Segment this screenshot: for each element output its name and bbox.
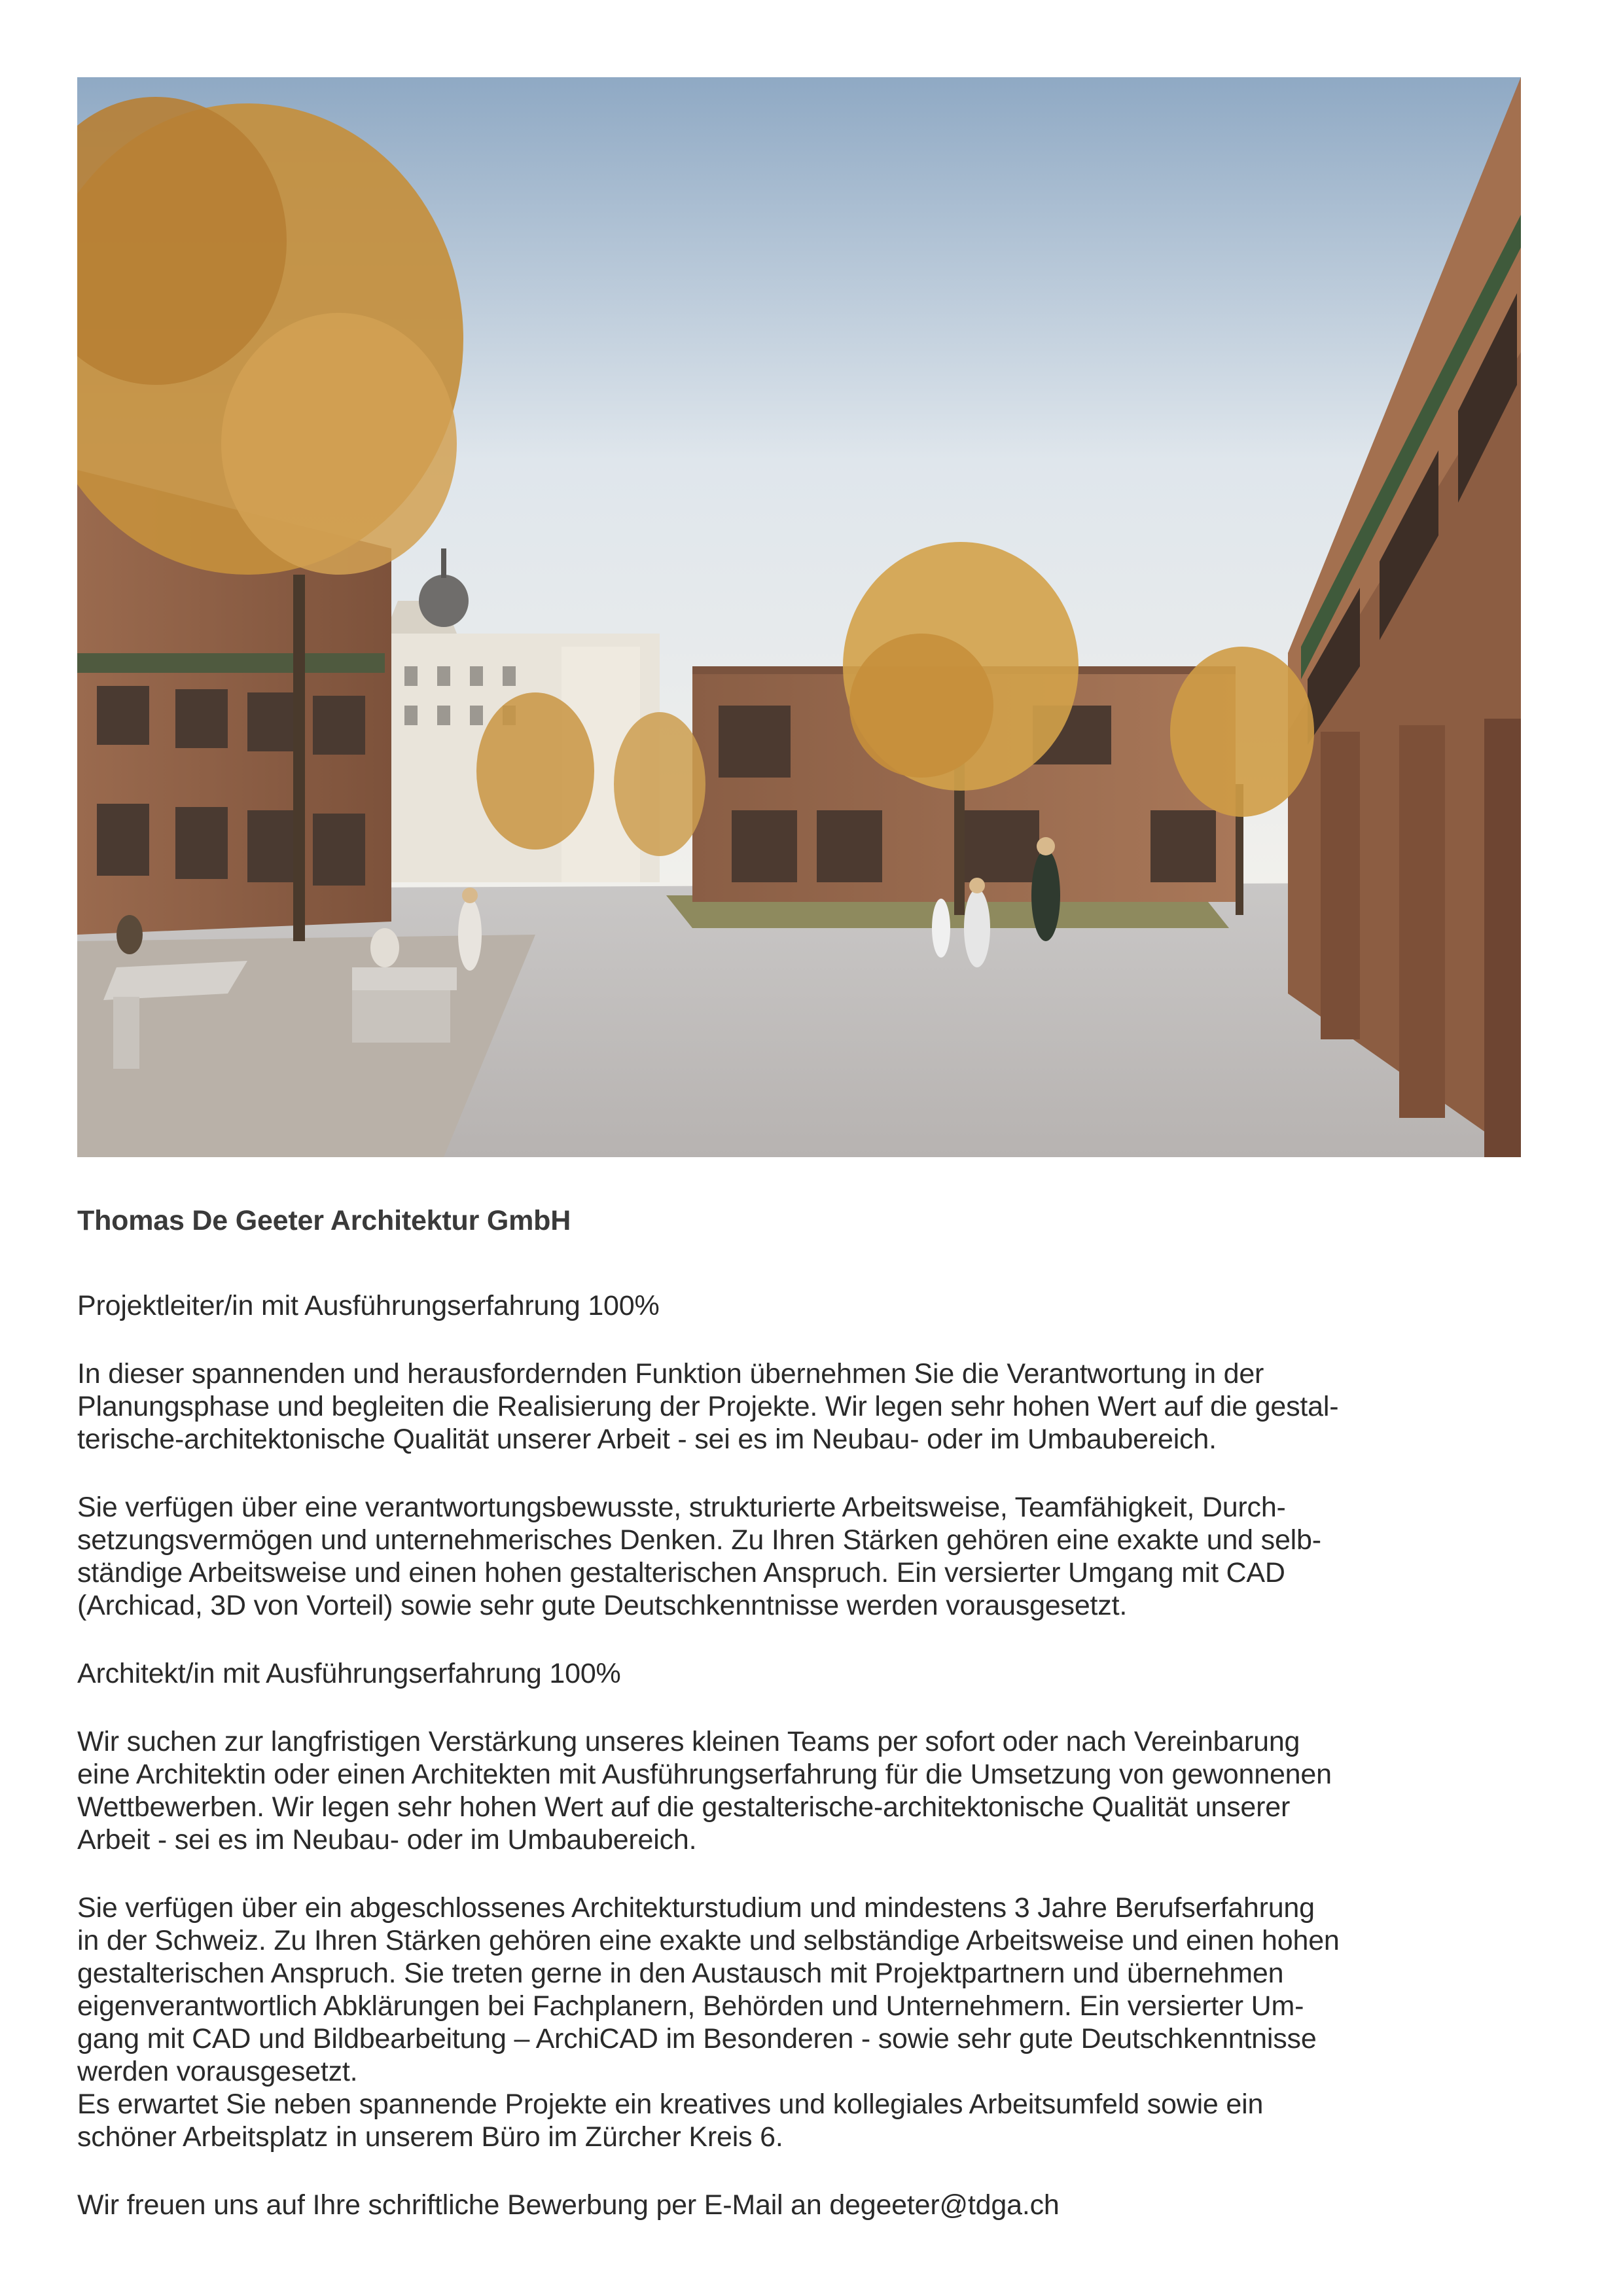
job1-title: Projektleiter/in mit Ausführungserfahrung 100% xyxy=(77,1290,660,1321)
job2-paragraph-1: Wir suchen zur langfristigen Verstärkung unseres kleinen Teams per sofort oder nach Vereinbarung eine Architektin oder einen Architekten mit Ausführungserfahrung für die Umsetzung von gewonnenen Wettbewerben. Wir legen sehr hohen Wert auf die gestalterische-architektonische Qualität unserer Arbeit - sei es im Neubau- oder im Umbaubereich. xyxy=(77,1726,1332,1856)
job1-paragraph-2: Sie verfügen über eine verantwortungsbewusste, strukturierte Arbeitsweise, Teamfähigkeit, Durch- setzungsvermögen und unternehmerisches Denken. Zu Ihren Stärken gehören eine exakte und selb- ständige Arbeitsweise und einen hohen gestalterischen Anspruch. Ein versierter Umgang mit CAD (Archicad, 3D von Vorteil) sowie sehr gute Deutschkenntnisse werden vorausgesetzt. xyxy=(77,1492,1321,1621)
company-name: Thomas De Geeter Architektur GmbH xyxy=(77,1205,571,1236)
job1-paragraph-1: In dieser spannenden und herausfordernden Funktion übernehmen Sie die Verantwortung in der Planungsphase und begleiten die Realisierung der Projekte. Wir legen sehr hohen Wert auf die gestal- terische-architektonische Qualität unserer Arbeit - sei es im Neubau- oder im Umbaubereich. xyxy=(77,1358,1339,1455)
contact-line: Wir freuen uns auf Ihre schriftliche Bewerbung per E-Mail an degeeter@tdga.ch xyxy=(77,2189,1060,2221)
job2-paragraph-2: Sie verfügen über ein abgeschlossenes Architekturstudium und mindestens 3 Jahre Berufserfahrung in der Schweiz. Zu Ihren Stärken gehören eine exakte und selbständige Arbeitsweise und einen hohen gestalterischen Anspruch. Sie treten gerne in den Austausch mit Projektpartnern und übernehmen eigenverantwortlich Abklärungen bei Fachplanern, Behörden und Unternehmern. Ein versierter Um- gang mit CAD und Bildbearbeitung – ArchiCAD im Besonderen - sowie sehr gute Deutschkenntnisse werden vorausgesetzt. xyxy=(77,1892,1340,2087)
job-posting-text xyxy=(77,1204,1537,2257)
job2-title: Architekt/in mit Ausführungserfahrung 100% xyxy=(77,1658,621,1689)
hero-rendering-image xyxy=(77,77,1521,1157)
job2-paragraph-3: Es erwartet Sie neben spannende Projekte ein kreatives und kollegiales Arbeitsumfeld sowie ein schöner Arbeitsplatz in unserem Büro im Zürcher Kreis 6. xyxy=(77,2089,1264,2153)
